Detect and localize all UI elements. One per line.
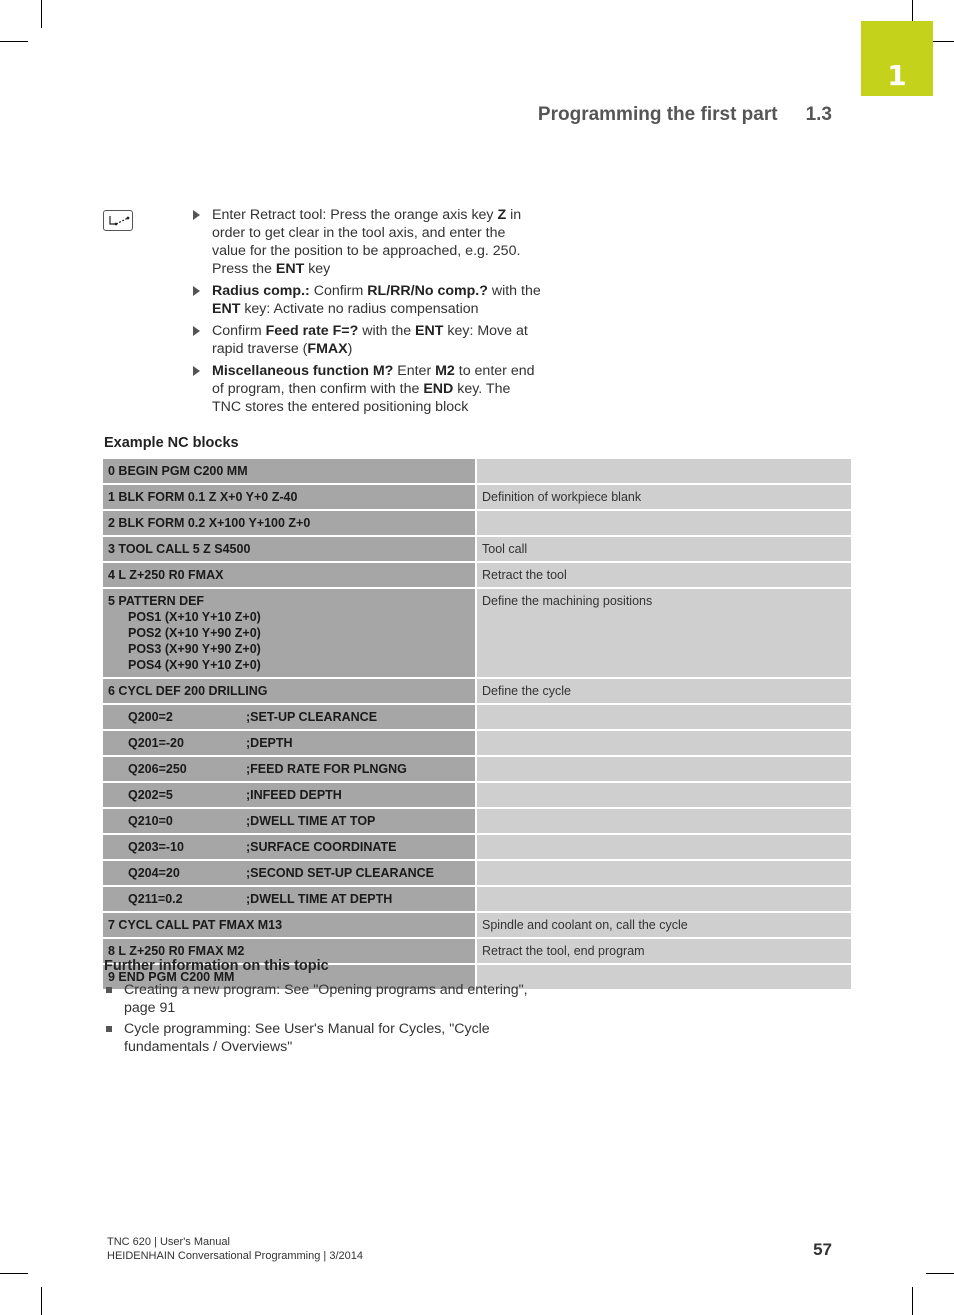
further-info-title: Further information on this topic: [104, 958, 329, 974]
step-keyword: RL/RR/No comp.?: [367, 283, 488, 299]
nc-block-row: [103, 913, 851, 939]
crop-mark: [41, 1287, 42, 1315]
nc-block-row: [103, 783, 851, 809]
nc-description-cell: Retract the tool: [477, 563, 851, 589]
header-section: 1.3: [805, 104, 832, 125]
step-text: key: Activate no radius compensation: [240, 301, 479, 317]
nc-block-code: 7 CYCL CALL PAT FMAX M13: [108, 918, 283, 932]
nc-block-code: 3 TOOL CALL 5 Z S4500: [108, 542, 251, 556]
nc-code-cell: [103, 835, 477, 861]
nc-description-cell: Define the cycle: [477, 679, 851, 705]
nc-description-cell: [477, 783, 851, 809]
nc-code-cell: [103, 783, 477, 809]
example-title: Example NC blocks: [104, 435, 239, 451]
step-text: with the: [487, 283, 541, 299]
parameter-comment: ;DWELL TIME AT DEPTH: [246, 892, 393, 906]
step-item: [193, 282, 543, 318]
step-text: Confirm: [212, 323, 266, 339]
nc-description-cell: Retract the tool, end program: [477, 939, 851, 965]
cycle-parameter: Q203=-10: [128, 840, 184, 854]
step-keyword: Feed rate F=?: [265, 323, 359, 339]
nc-block-row: [103, 679, 851, 705]
step-keyword: Z: [497, 207, 507, 223]
nc-description-cell: [477, 835, 851, 861]
info-item: [104, 1020, 544, 1056]
pattern-position: POS1 (X+10 Y+10 Z+0): [128, 610, 261, 624]
nc-code-cell: [103, 913, 477, 939]
nc-code-cell: [103, 757, 477, 783]
step-text: Confirm: [309, 283, 368, 299]
parameter-comment: ;SURFACE COORDINATE: [246, 840, 397, 854]
nc-block-row: [103, 537, 851, 563]
step-keyword: ENT: [212, 301, 241, 317]
step-keyword: Miscellaneous function M?: [212, 363, 394, 379]
step-item: [193, 206, 543, 278]
instruction-steps: [193, 206, 543, 420]
step-keyword: M2: [435, 363, 455, 379]
nc-code-cell: [103, 809, 477, 835]
nc-block-code: 0 BEGIN PGM C200 MM: [108, 464, 248, 478]
nc-code-cell: [103, 485, 477, 511]
nc-code-cell: [103, 589, 477, 679]
info-text: Cycle programming: See User's Manual for Cycles, "Cycle fundamentals / Overviews": [124, 1021, 490, 1055]
nc-blocks-table: [103, 459, 851, 991]
nc-description-cell: [477, 887, 851, 913]
parameter-comment: ;FEED RATE FOR PLNGNG: [246, 762, 407, 776]
linear-path-key-icon: [103, 210, 133, 231]
arrow-bullet-icon: [193, 286, 200, 296]
nc-block-row: [103, 835, 851, 861]
cycle-parameter: Q200=2: [128, 710, 173, 724]
nc-block-code: 8 L Z+250 R0 FMAX M2: [108, 944, 245, 958]
nc-description-cell: [477, 511, 851, 537]
nc-block-code: 6 CYCL DEF 200 DRILLING: [108, 684, 268, 698]
arrow-bullet-icon: [193, 366, 200, 376]
nc-code-cell: [103, 887, 477, 913]
cycle-parameter: Q206=250: [128, 762, 187, 776]
step-text: in order to get clear in the tool axis, and enter the value for the position to be approached, e.g. 250. Press the: [212, 207, 522, 277]
nc-block-code: 5 PATTERN DEF: [108, 594, 205, 608]
nc-block-code: 1 BLK FORM 0.1 Z X+0 Y+0 Z-40: [108, 490, 298, 504]
step-text: Enter Retract tool: Press the orange axis key: [212, 207, 498, 223]
nc-block-row: [103, 563, 851, 589]
parameter-comment: ;SET-UP CLEARANCE: [246, 710, 378, 724]
nc-description-cell: Define the machining positions: [477, 589, 851, 679]
parameter-comment: ;DEPTH: [246, 736, 293, 750]
nc-block-row: [103, 887, 851, 913]
step-text: ): [347, 341, 353, 357]
nc-block-row: [103, 459, 851, 485]
step-text: key: Move at rapid traverse (: [212, 323, 528, 357]
pattern-position: POS4 (X+90 Y+10 Z+0): [128, 658, 261, 672]
chapter-tab: [861, 21, 933, 96]
nc-code-cell: [103, 705, 477, 731]
nc-description-cell: [477, 809, 851, 835]
nc-code-cell: [103, 563, 477, 589]
footer-edition: HEIDENHAIN Conversational Programming | 3/2014: [107, 1250, 363, 1262]
crop-mark: [912, 1287, 913, 1315]
arrow-bullet-icon: [193, 210, 200, 220]
step-item: [193, 322, 543, 358]
step-text: Enter: [393, 363, 436, 379]
nc-block-row: [103, 809, 851, 835]
cycle-parameter: Q201=-20: [128, 736, 184, 750]
parameter-comment: ;SECOND SET-UP CLEARANCE: [246, 866, 434, 880]
crop-mark: [0, 1273, 28, 1274]
cycle-parameter: Q202=5: [128, 788, 173, 802]
parameter-comment: ;DWELL TIME AT TOP: [246, 814, 376, 828]
step-text: key. The TNC stores the entered positioning block: [212, 381, 511, 415]
nc-code-cell: [103, 731, 477, 757]
nc-description-cell: Definition of workpiece blank: [477, 485, 851, 511]
nc-block-code: 4 L Z+250 R0 FMAX: [108, 568, 224, 582]
nc-block-row: [103, 731, 851, 757]
square-bullet-icon: [106, 1026, 112, 1032]
nc-description-cell: [477, 705, 851, 731]
page-number: 57: [813, 1240, 832, 1259]
crop-mark: [41, 0, 42, 28]
footer: [107, 1235, 363, 1263]
nc-block-code: 9 END PGM C200 MM: [108, 970, 235, 984]
nc-description-cell: Spindle and coolant on, call the cycle: [477, 913, 851, 939]
footer-manual: TNC 620 | User's Manual: [107, 1236, 230, 1248]
nc-block-row: [103, 485, 851, 511]
step-keyword: ENT: [275, 261, 305, 277]
nc-code-cell: [103, 679, 477, 705]
crop-mark: [0, 41, 28, 42]
cycle-parameter: Q210=0: [128, 814, 173, 828]
cycle-parameter: Q204=20: [128, 866, 180, 880]
step-keyword: END: [423, 381, 454, 397]
step-keyword: ENT: [415, 323, 444, 339]
nc-block-code: 2 BLK FORM 0.2 X+100 Y+100 Z+0: [108, 516, 311, 530]
arrow-bullet-icon: [193, 326, 200, 336]
parameter-comment: ;INFEED DEPTH: [246, 788, 342, 802]
cycle-parameter: Q211=0.2: [128, 892, 183, 906]
nc-code-cell: [103, 861, 477, 887]
step-text: to enter end of program, then confirm with the: [212, 363, 535, 397]
nc-block-row: [103, 511, 851, 537]
step-keyword: FMAX: [307, 341, 348, 357]
step-text: key: [304, 261, 331, 277]
nc-block-row: [103, 757, 851, 783]
pattern-position: POS2 (X+10 Y+90 Z+0): [128, 626, 261, 640]
nc-code-cell: [103, 511, 477, 537]
header-title: Programming the first part: [537, 104, 778, 125]
nc-description-cell: [477, 861, 851, 887]
nc-description-cell: [477, 731, 851, 757]
square-bullet-icon: [106, 987, 112, 993]
nc-description-cell: Tool call: [477, 537, 851, 563]
further-info-list: [104, 981, 544, 1059]
step-keyword: Radius comp.:: [212, 283, 310, 299]
crop-mark: [926, 1273, 954, 1274]
chapter-number: 1: [887, 59, 907, 92]
nc-code-cell: [103, 459, 477, 485]
nc-block-row: [103, 861, 851, 887]
nc-block-row: [103, 705, 851, 731]
nc-block-row: [103, 589, 851, 679]
info-text: Creating a new program: See "Opening programs and entering", page 91: [124, 982, 528, 1016]
pattern-position: POS3 (X+90 Y+90 Z+0): [128, 642, 261, 656]
nc-code-cell: [103, 537, 477, 563]
step-item: [193, 362, 543, 416]
info-item: [104, 981, 544, 1017]
nc-description-cell: [477, 757, 851, 783]
step-text: with the: [358, 323, 416, 339]
nc-description-cell: [477, 459, 851, 485]
page-header: [380, 104, 832, 126]
